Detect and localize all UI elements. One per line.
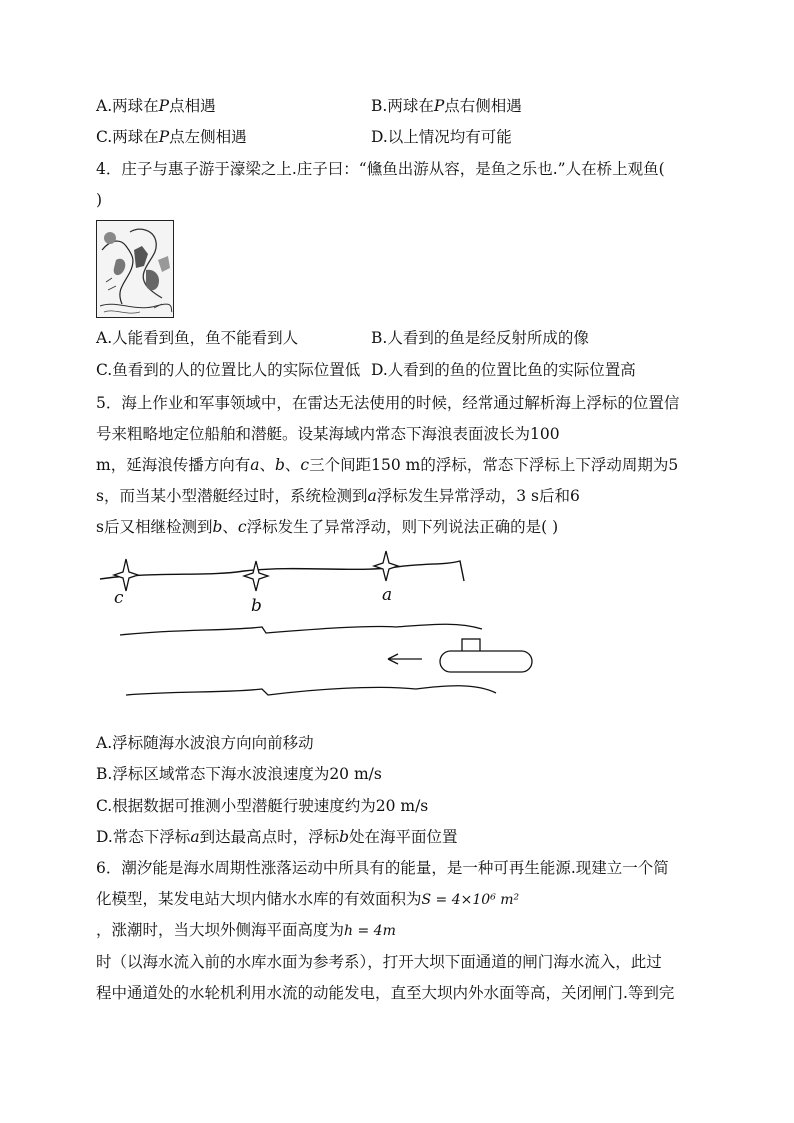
q5-stem-line1: 5．海上作业和军事领域中，在雷达无法使用的时候，经常通过解析海上浮标的位置信: [96, 394, 680, 412]
q6-stem-line1: 6．潮汐能是海水周期性涨落运动中所具有的能量，是一种可再生能源.现建立一个简: [96, 859, 669, 877]
q3-option-a: A.两球在P点相遇: [96, 97, 216, 115]
q6-stem-line5: 程中通道处的水轮机利用水流的动能发电，直至大坝内外水面等高，关闭闸门.等到完: [96, 984, 675, 1002]
sea-surface-line: [100, 561, 464, 581]
q5-stem-line4: s，而当某小型潜艇经过时，系统检测到a浮标发生异常浮动，3 s后和6: [96, 487, 580, 505]
submarine-hull: [440, 651, 532, 672]
q6-stem-line4: 时（以海水流入前的水库水面为参考系），打开大坝下面通道的闸门海水流入，此过: [96, 953, 662, 971]
q5-option-c: C.根据数据可推测小型潜艇行驶速度约为20 m/s: [96, 797, 429, 815]
q4-option-a: A.人能看到鱼，鱼不能看到人: [96, 329, 299, 347]
q4-stem-line2: ): [96, 191, 103, 209]
buoy-a: [374, 551, 398, 581]
water-line-middle: [120, 624, 482, 635]
q4-stem-line1: 4．庄子与惠子游于濠梁之上.庄子曰：“儵鱼出游从容，是鱼之乐也.”人在桥上观鱼(: [96, 160, 665, 178]
q6-stem-line3: ，涨潮时，当大坝外侧海平面高度为h = 4m: [96, 921, 396, 939]
q4-option-d: D.人看到的鱼的位置比鱼的实际位置高: [371, 361, 636, 379]
q4-option-c: C.鱼看到的人的位置比人的实际位置低: [96, 361, 361, 379]
q5-stem-line3: m，延海浪传播方向有a、b、c三个间距150 m的浮标，常态下浮标上下浮动周期为5: [96, 456, 679, 474]
q5-stem-line2: 号来粗略地定位船舶和潜艇。设某海域内常态下海浪表面波长为100: [96, 425, 560, 443]
zhuangzi-illustration: [96, 220, 174, 318]
q5-stem-line5: s后又相继检测到b、c浮标发生了异常浮动，则下列说法正确的是( ): [96, 518, 559, 536]
q3-option-c: C.两球在P点左侧相遇: [96, 128, 247, 146]
label-b: b: [251, 596, 262, 616]
water-line-bottom: [126, 686, 496, 695]
formula-height: h = 4m: [344, 923, 396, 939]
q3-option-d: D.以上情况均有可能: [371, 128, 512, 146]
submarine-tower: [462, 639, 480, 652]
q5-option-b: B.浮标区域常态下海水波浪速度为20 m/s: [96, 765, 382, 783]
q5-option-d: D.常态下浮标a到达最高点时，浮标b处在海平面位置: [96, 828, 458, 846]
q4-option-b: B.人看到的鱼是经反射所成的像: [371, 329, 589, 347]
buoy-c: [114, 559, 138, 591]
q3-option-b: B.两球在P点右侧相遇: [371, 97, 522, 115]
label-c: c: [114, 588, 124, 608]
buoy-b: [244, 561, 268, 591]
label-a: a: [382, 585, 393, 605]
formula-area: S = 4×10⁶ m²: [421, 892, 520, 908]
q5-option-a: A.浮标随海水波浪方向向前移动: [96, 734, 314, 752]
q6-stem-line2: 化模型，某发电站大坝内储水水库的有效面积为S = 4×10⁶ m²: [96, 890, 520, 908]
buoy-submarine-diagram: [96, 545, 546, 705]
